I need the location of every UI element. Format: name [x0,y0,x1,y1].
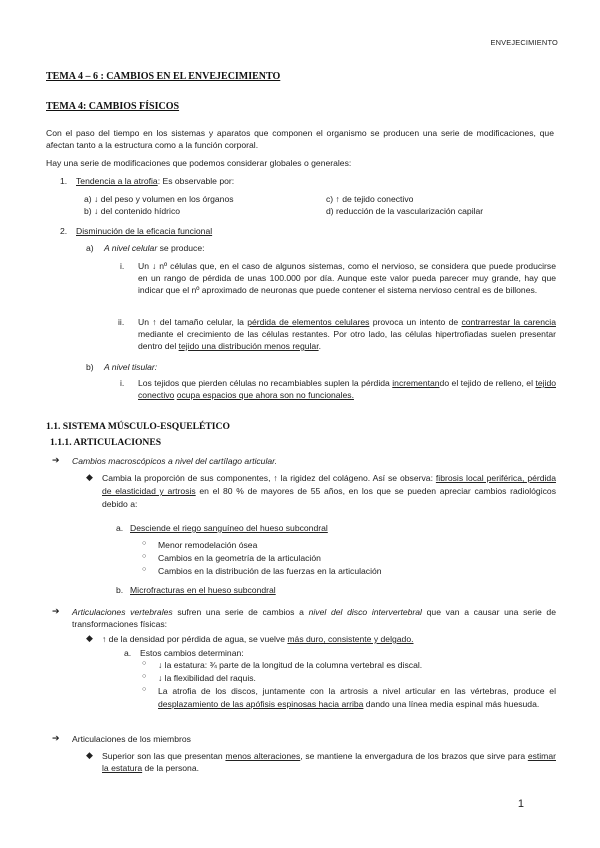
text-run: La atrofia de los discos, juntamente con la artrosis a nivel articular en las vértebras, produce el [158,686,556,696]
underlined-text: pérdida de elementos celulares [247,317,370,327]
circle-bullet-icon: ○ [142,673,147,680]
sub-item-riego: Desciende el riego sanguíneo del hueso subcondral [130,523,328,533]
paragraph-celulas: Un ↓ nº células que, en el caso de algunos sistemas, como el nervioso, se considera que puede producirse en un rango de pérdida de unas 100.000 por día. Aunque este valor pueda parecer muy grande, hay que indicar que el nº aproximado de neuronas que puede contener el sistema nervioso central es de billones. [138,261,556,295]
paragraph-macroscopic [102,472,556,511]
list-item: Menor remodelación ósea [158,540,258,550]
underlined-text: ocupa espacios que ahora son no funcionales. [176,390,354,400]
italic-term: A nivel celular [104,243,158,253]
underlined-text: estimar la estatura [102,751,556,773]
text-run: . [318,341,321,351]
paragraph-vertebral [72,606,556,630]
text-run: que van a causar una serie de transformaciones físicas: [72,607,556,629]
text-run: mediante el crecimiento de las células restantes. Por otro lado, las células hipertrofiadas suelen presentar dentro del [138,329,556,351]
paragraph-miembros [102,750,556,774]
text-run: Cambia la proporción de sus componentes, ↑ la rigidez del colágeno. Así se observa: [102,473,436,483]
underlined-text: incrementan [392,378,440,388]
list-item-atrofia [76,175,234,187]
underlined-text: más duro, consistente y delgado. [287,634,414,644]
list-number: 1. [60,176,68,186]
roman-label: ii. [118,317,125,327]
arrow-icon: ➔ [52,606,60,616]
intro-paragraph: Con el paso del tiempo en los sistemas y aparatos que componen el organismo se producen una serie de modificaciones, que afectan tanto a la estructura como a la función corporal. [46,128,554,150]
list-number: 2. [60,226,68,236]
sub-item-a: a) ↓ del peso y volumen en los órganos [84,194,234,204]
text-run: dando una línea media espinal más huesuda. [363,698,540,709]
sub-item-label: a. [124,648,132,658]
text-run: Superior son las que presentan [102,751,226,761]
underlined-text: fibrosis local periférica, pérdida de elasticidad y artrosis [102,473,556,496]
sub-item-b: b) ↓ del contenido hídrico [84,206,181,216]
list-item-eficacia: Disminución de la eficacia funcional [76,226,213,236]
sub-item-rest: se produce: [157,243,205,253]
list-item: ↓ la flexibilidad del raquis. [158,673,256,683]
arrow-icon: ➔ [52,455,60,465]
underlined-text: menos alteraciones [225,751,301,761]
text-run: sufren una serie de cambios a [172,607,309,617]
underlined-text: contrarrestar la carencia [461,317,556,327]
sub-item-microfracturas: Microfracturas en el hueso subcondral [130,585,276,595]
sub-item-d: d) reducción de la vascularización capilar [326,206,484,216]
text-run: Un ↑ del tamaño celular, la [138,317,248,327]
text-run: ↑ de la densidad por pérdida de agua, se vuelve [102,634,288,644]
text-run: de la persona. [142,763,199,773]
sub-item-celular [104,242,204,254]
sub-item-c: c) ↑ de tejido conectivo [326,194,414,204]
page-title: TEMA 4 – 6 : CAMBIOS EN EL ENVEJECIMIENTO [46,71,281,82]
list-item: Cambios en la distribución de las fuerzas en la articulación [158,566,382,576]
bullet-title-miembros: Articulaciones de los miembros [72,734,191,744]
bullet-title-macroscopic: Cambios macroscópicos a nivel del cartílago articular. [72,456,278,466]
section-heading: 1.1. SISTEMA MÚSCULO-ESQUELÉTICO [46,421,230,432]
circle-bullet-icon: ○ [142,553,147,560]
intro-paragraph-2: Hay una serie de modificaciones que podemos considerar globales o generales: [46,158,352,168]
text-run: en el 80 % de mayores de 55 años, en los que se pueden apreciar cambios radiológicos debido a: [102,486,556,509]
underlined-text: tejido conectivo [138,378,556,400]
circle-bullet-icon: ○ [142,660,147,667]
sub-item-label: a) [86,243,94,253]
text-run: provoca un intento de [369,317,462,327]
text-run: , se mantiene la envergadura de los brazos que sirve para [300,751,528,761]
sub-item-tisular: A nivel tisular: [104,362,158,372]
paragraph-densidad [102,633,414,645]
italic-term: nivel del disco intervertebral [308,607,422,617]
diamond-bullet-icon: ◆ [86,633,93,643]
sub-item-cambios: Estos cambios determinan: [140,648,244,658]
running-header: ENVEJECIMIENTO [490,38,558,47]
item-rest: : Es observable por: [157,176,235,186]
circle-bullet-icon: ○ [142,686,147,693]
roman-label: i. [120,378,125,388]
list-item-atrofia-discos [158,685,556,710]
sub-item-label: b) [86,362,94,372]
diamond-bullet-icon: ◆ [86,472,93,482]
underlined-text: tejido una distribución menos regular [178,341,319,351]
sub-item-label: b. [116,585,124,595]
italic-term: Articulaciones vertebrales [72,607,173,617]
arrow-icon: ➔ [52,733,60,743]
list-item: ↓ la estatura: ¾ parte de la longitud de la columna vertebral es discal. [158,660,423,670]
list-item: Cambios en la geometría de la articulación [158,553,321,563]
circle-bullet-icon: ○ [142,566,147,573]
roman-label: i. [120,261,125,271]
section-title: TEMA 4: CAMBIOS FÍSICOS [46,101,180,112]
underlined-text: desplazamiento de las apófisis espinosas hacia arriba [158,698,364,709]
sub-item-label: a. [116,523,124,533]
subsection-heading: 1.1.1. ARTICULACIONES [50,437,162,448]
paragraph-tamano [138,316,556,352]
text-run: Los tejidos que pierden células no recambiables suplen la pérdida [138,378,393,388]
diamond-bullet-icon: ◆ [86,750,93,760]
circle-bullet-icon: ○ [142,540,147,547]
paragraph-tejidos [138,377,556,401]
page-number: 1 [517,798,524,810]
text-run: do el tejido de relleno, el [439,378,536,388]
item-title: Tendencia a la atrofia [76,176,158,186]
